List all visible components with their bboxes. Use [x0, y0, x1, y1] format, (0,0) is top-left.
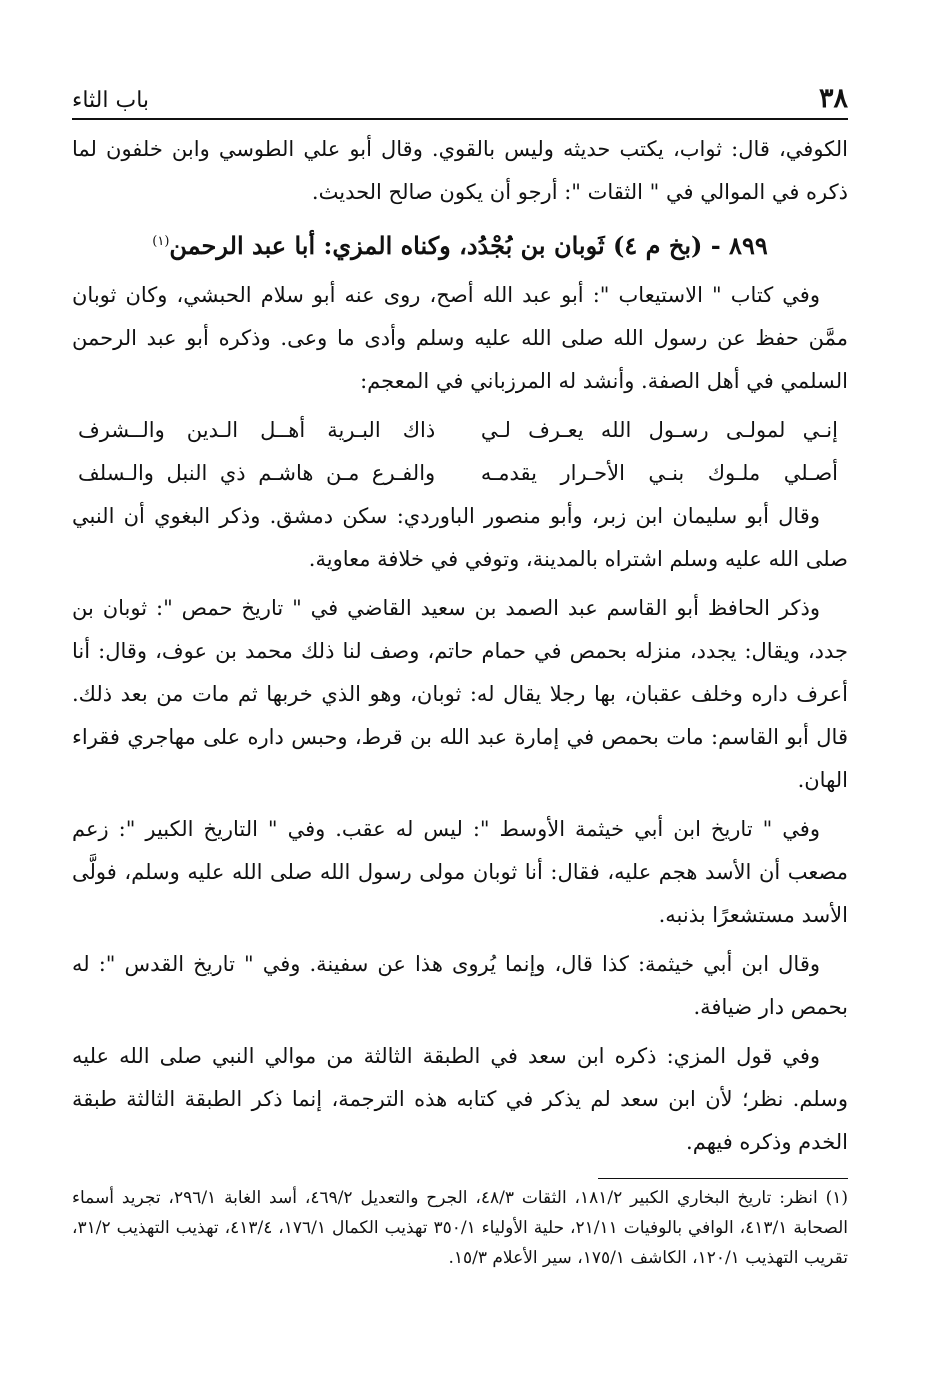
verse-first-hemistich: إنـي لمولـى رسـول الله يعـرف لـي — [480, 418, 838, 442]
paragraph: وقال ابن أبي خيثمة: كذا قال، وإنما يُروى هذا عن سفينة. وفي " تاريخ القدس ": له بحمص دار ضيافة. — [72, 952, 848, 1019]
footnote: (١) انظر: تاريخ البخاري الكبير ١٨١/٢، الثقات ٤٨/٣، الجرح والتعديل ٤٦٩/٢، أسد الغابة ٢٩٦/١، تجريد أسماء الصحابة ٤١٣/١، الوافي بالوفيات ٢١/١١، حلية الأولياء ٣٥٠/١ تهذيب الكمال ١٧٦/١، ٤١٣/٤، تهذيب التهذيب ٣١/٢، تقريب التهذيب ١٢٠/١، الكاشف ١٧٥/١، سير الأعلام ١٥/٣. — [72, 1188, 848, 1268]
verse-first-hemistich: أصـلي ملـوك بنـي الأحـرار يقدمـه — [480, 461, 838, 485]
verse-line — [72, 409, 848, 452]
entry-heading — [72, 220, 848, 268]
verse-line — [72, 452, 848, 495]
verse-second-hemistich: ذاك البـرية أهــل الـدين والــشرف — [78, 418, 436, 442]
page-header — [72, 68, 848, 120]
paragraph: وقال أبو سليمان ابن زبر، وأبو منصور الباوردي: سكن دمشق. وذكر البغوي أن النبي صلى الله عليه وسلم اشتراه بالمدينة، وتوفي في خلافة معاوية. — [72, 504, 848, 571]
verse-second-hemistich: والفـرع مـن هاشـم ذي النبل والـسلف — [78, 461, 436, 485]
page-number: ٣٨ — [818, 83, 848, 114]
main-text — [72, 128, 848, 1170]
footnote-mark: (١) — [152, 234, 170, 249]
paragraph: وفي " تاريخ ابن أبي خيثمة الأوسط ": ليس له عقب. وفي " التاريخ الكبير ": زعم مصعب أن الأسد هجم عليه، فقال: أنا ثوبان مولى رسول الله صلى الله عليه وسلم، فولَّى الأسد مستشعرًا بذنبه. — [72, 817, 848, 927]
footnote-divider — [598, 1178, 848, 1179]
paragraph: وفي قول المزي: ذكره ابن سعد في الطبقة الثالثة من موالي النبي صلى الله عليه وسلم. نظر؛ لأن ابن سعد لم يذكر في كتابه هذه الترجمة، إنما ذكر الطبقة الثالثة طبقة الخدم وذكره فيهم. — [72, 1044, 848, 1154]
entry-title-text: ٨٩٩ - (بخ م ٤) ثَوبان بن بُجْدُد، وكناه المزي: أبا عبد الرحمن — [169, 231, 768, 260]
chapter-title: باب الثاء — [72, 88, 150, 113]
paragraph: وفي كتاب " الاستيعاب ": أبو عبد الله أصح، روى عنه أبو سلام الحبشي، وكان ثوبان ممَّن حفظ عن رسول الله صلى الله عليه وسلم وأدى ما وعى. وذكره أبو عبد الرحمن السلمي في أهل الصفة. وأنشد له المرزباني في المعجم: — [72, 283, 848, 393]
footnotes — [72, 1183, 848, 1273]
paragraph: وذكر الحافظ أبو القاسم عبد الصمد بن سعيد القاضي في " تاريخ حمص ": ثوبان بن جدد، ويقال: يجدد، منزله بحمص في حمام حاتم، وصف لنا ذلك محمد بن عوف، وقال: أنا أعرف داره وخلف عقبان، بها رجلا يقال له: ثوبان، وهو الذي خربها ثم مات من بعد ذلك. قال أبو القاسم: مات بحمص في إمارة عبد الله بن قرط، وحبس داره على مهاجري فقراء الهان. — [72, 596, 848, 792]
paragraph: الكوفي، قال: ثواب، يكتب حديثه وليس بالقوي. وقال أبو علي الطوسي وابن خلفون لما ذكره في الموالي في " الثقات ": أرجو أن يكون صالح الحديث. — [72, 137, 848, 204]
